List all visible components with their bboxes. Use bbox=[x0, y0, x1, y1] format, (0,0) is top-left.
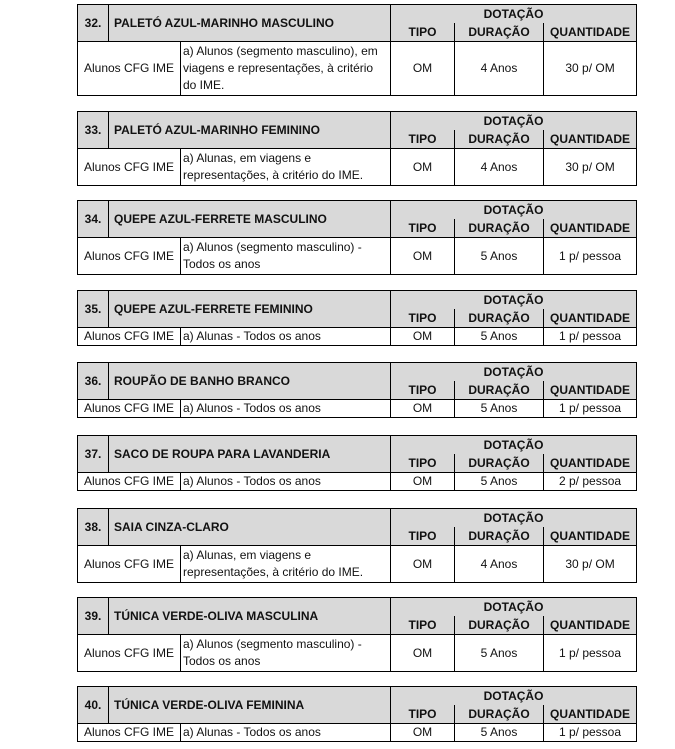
item-number: 37. bbox=[78, 436, 109, 472]
item-heading bbox=[78, 598, 391, 635]
duracao-header: DURAÇÃO bbox=[455, 130, 544, 149]
table-row bbox=[78, 635, 637, 672]
item-heading bbox=[78, 5, 391, 42]
item-grid bbox=[77, 111, 637, 186]
tipo-cell: OM bbox=[391, 149, 455, 186]
item-grid bbox=[77, 4, 637, 96]
description-line: viagens e representações, à critério bbox=[183, 61, 374, 75]
item-number: 36. bbox=[78, 363, 109, 399]
beneficiary-cell: Alunos CFG IME bbox=[78, 149, 181, 186]
tipo-cell: OM bbox=[391, 546, 455, 583]
duracao-header: DURAÇÃO bbox=[455, 616, 544, 635]
beneficiary-cell: Alunos CFG IME bbox=[78, 635, 181, 672]
item-table bbox=[77, 508, 636, 583]
table-row bbox=[78, 328, 637, 346]
table-row bbox=[78, 400, 637, 418]
duracao-cell: 5 Anos bbox=[455, 724, 544, 742]
item-title: QUEPE AZUL-FERRETE FEMININO bbox=[114, 301, 313, 316]
tipo-cell: OM bbox=[391, 724, 455, 742]
item-heading bbox=[78, 436, 391, 473]
description-line: Todos os anos bbox=[183, 257, 261, 271]
quantidade-cell: 30 p/ OM bbox=[544, 42, 637, 96]
duracao-cell: 5 Anos bbox=[455, 400, 544, 418]
item-heading bbox=[78, 291, 391, 328]
tipo-header: TIPO bbox=[391, 130, 455, 149]
duracao-cell: 5 Anos bbox=[455, 328, 544, 346]
description-line: Todos os anos bbox=[183, 654, 261, 668]
description-cell bbox=[181, 328, 391, 346]
item-number: 39. bbox=[78, 598, 109, 634]
beneficiary-cell: Alunos CFG IME bbox=[78, 328, 181, 346]
beneficiary-cell: Alunos CFG IME bbox=[78, 473, 181, 491]
quantidade-header: QUANTIDADE bbox=[544, 23, 637, 42]
tipo-header: TIPO bbox=[391, 705, 455, 724]
description-cell bbox=[181, 400, 391, 418]
tipo-header: TIPO bbox=[391, 527, 455, 546]
tipo-cell: OM bbox=[391, 473, 455, 491]
duracao-cell: 5 Anos bbox=[455, 635, 544, 672]
tipo-cell: OM bbox=[391, 238, 455, 275]
item-grid bbox=[77, 435, 637, 491]
item-heading bbox=[78, 363, 391, 400]
tipo-header: TIPO bbox=[391, 219, 455, 238]
description-line: a) Alunos (segmento masculino) - bbox=[183, 637, 362, 651]
quantidade-cell: 30 p/ OM bbox=[544, 149, 637, 186]
item-number: 35. bbox=[78, 291, 109, 327]
duracao-header: DURAÇÃO bbox=[455, 705, 544, 724]
table-row bbox=[78, 724, 637, 742]
item-table bbox=[77, 4, 636, 96]
tipo-header: TIPO bbox=[391, 23, 455, 42]
tipo-header: TIPO bbox=[391, 616, 455, 635]
dotacao-header: DOTAÇÃO bbox=[391, 201, 637, 220]
duracao-header: DURAÇÃO bbox=[455, 454, 544, 473]
description-line: a) Alunos - Todos os anos bbox=[183, 474, 321, 488]
description-cell bbox=[181, 149, 391, 186]
item-grid bbox=[77, 508, 637, 583]
quantidade-cell: 1 p/ pessoa bbox=[544, 328, 637, 346]
description-line: a) Alunas, em viagens e bbox=[183, 548, 312, 562]
table-row bbox=[78, 473, 637, 491]
quantidade-header: QUANTIDADE bbox=[544, 454, 637, 473]
item-grid bbox=[77, 597, 637, 672]
item-grid bbox=[77, 686, 637, 742]
beneficiary-cell: Alunos CFG IME bbox=[78, 42, 181, 96]
dotacao-header: DOTAÇÃO bbox=[391, 687, 637, 706]
description-line: representações, à critério do IME. bbox=[183, 565, 364, 579]
dotacao-header: DOTAÇÃO bbox=[391, 291, 637, 310]
quantidade-header: QUANTIDADE bbox=[544, 219, 637, 238]
item-title: SAIA CINZA-CLARO bbox=[114, 519, 229, 534]
item-title: PALETÓ AZUL-MARINHO MASCULINO bbox=[114, 15, 334, 30]
beneficiary-cell: Alunos CFG IME bbox=[78, 724, 181, 742]
tipo-cell: OM bbox=[391, 42, 455, 96]
duracao-header: DURAÇÃO bbox=[455, 23, 544, 42]
item-grid bbox=[77, 290, 637, 346]
beneficiary-cell: Alunos CFG IME bbox=[78, 546, 181, 583]
item-title: SACO DE ROUPA PARA LAVANDERIA bbox=[114, 446, 331, 461]
item-table bbox=[77, 290, 636, 346]
description-line: a) Alunas - Todos os anos bbox=[183, 329, 321, 343]
duracao-header: DURAÇÃO bbox=[455, 309, 544, 328]
description-line: a) Alunas - Todos os anos bbox=[183, 725, 321, 739]
beneficiary-cell: Alunos CFG IME bbox=[78, 238, 181, 275]
duracao-cell: 5 Anos bbox=[455, 473, 544, 491]
item-number: 32. bbox=[78, 5, 109, 41]
quantidade-header: QUANTIDADE bbox=[544, 309, 637, 328]
item-number: 34. bbox=[78, 201, 109, 237]
quantidade-cell: 1 p/ pessoa bbox=[544, 635, 637, 672]
description-line: a) Alunos (segmento masculino), em bbox=[183, 44, 378, 58]
tipo-cell: OM bbox=[391, 400, 455, 418]
item-grid bbox=[77, 200, 637, 275]
item-table bbox=[77, 111, 636, 186]
tipo-header: TIPO bbox=[391, 309, 455, 328]
table-row bbox=[78, 546, 637, 583]
item-heading bbox=[78, 201, 391, 238]
description-line: a) Alunos - Todos os anos bbox=[183, 401, 321, 415]
tipo-header: TIPO bbox=[391, 454, 455, 473]
duracao-header: DURAÇÃO bbox=[455, 527, 544, 546]
description-cell bbox=[181, 724, 391, 742]
table-row bbox=[78, 42, 637, 96]
tipo-cell: OM bbox=[391, 635, 455, 672]
duracao-cell: 4 Anos bbox=[455, 42, 544, 96]
item-heading bbox=[78, 687, 391, 724]
dotacao-header: DOTAÇÃO bbox=[391, 509, 637, 528]
quantidade-cell: 2 p/ pessoa bbox=[544, 473, 637, 491]
item-number: 38. bbox=[78, 509, 109, 545]
item-title: ROUPÃO DE BANHO BRANCO bbox=[114, 373, 291, 388]
description-line: representações, à critério do IME. bbox=[183, 168, 364, 182]
item-grid bbox=[77, 362, 637, 418]
item-heading bbox=[78, 509, 391, 546]
item-number: 40. bbox=[78, 687, 109, 723]
tipo-header: TIPO bbox=[391, 381, 455, 400]
item-title: TÚNICA VERDE-OLIVA MASCULINA bbox=[114, 608, 319, 623]
item-table bbox=[77, 597, 636, 672]
description-cell bbox=[181, 473, 391, 491]
item-title: TÚNICA VERDE-OLIVA FEMININA bbox=[114, 697, 305, 712]
item-table bbox=[77, 200, 636, 275]
quantidade-header: QUANTIDADE bbox=[544, 527, 637, 546]
table-row bbox=[78, 238, 637, 275]
dotacao-header: DOTAÇÃO bbox=[391, 5, 637, 24]
quantidade-header: QUANTIDADE bbox=[544, 381, 637, 400]
beneficiary-cell: Alunos CFG IME bbox=[78, 400, 181, 418]
description-cell bbox=[181, 635, 391, 672]
description-line: a) Alunos (segmento masculino) - bbox=[183, 240, 362, 254]
quantidade-cell: 1 p/ pessoa bbox=[544, 724, 637, 742]
duracao-header: DURAÇÃO bbox=[455, 381, 544, 400]
description-cell bbox=[181, 546, 391, 583]
quantidade-header: QUANTIDADE bbox=[544, 616, 637, 635]
dotacao-header: DOTAÇÃO bbox=[391, 436, 637, 455]
duracao-cell: 5 Anos bbox=[455, 238, 544, 275]
item-table bbox=[77, 686, 636, 742]
quantidade-header: QUANTIDADE bbox=[544, 130, 637, 149]
dotacao-header: DOTAÇÃO bbox=[391, 112, 637, 131]
item-heading bbox=[78, 112, 391, 149]
item-number: 33. bbox=[78, 112, 109, 148]
description-line: do IME. bbox=[183, 78, 225, 92]
item-table bbox=[77, 362, 636, 418]
description-cell bbox=[181, 238, 391, 275]
table-row bbox=[78, 149, 637, 186]
duracao-cell: 4 Anos bbox=[455, 149, 544, 186]
item-title: PALETÓ AZUL-MARINHO FEMININO bbox=[114, 122, 320, 137]
quantidade-header: QUANTIDADE bbox=[544, 705, 637, 724]
duracao-header: DURAÇÃO bbox=[455, 219, 544, 238]
dotacao-header: DOTAÇÃO bbox=[391, 598, 637, 617]
item-table bbox=[77, 435, 636, 491]
description-cell bbox=[181, 42, 391, 96]
quantidade-cell: 30 p/ OM bbox=[544, 546, 637, 583]
quantidade-cell: 1 p/ pessoa bbox=[544, 238, 637, 275]
item-title: QUEPE AZUL-FERRETE MASCULINO bbox=[114, 211, 327, 226]
quantidade-cell: 1 p/ pessoa bbox=[544, 400, 637, 418]
duracao-cell: 4 Anos bbox=[455, 546, 544, 583]
dotacao-header: DOTAÇÃO bbox=[391, 363, 637, 382]
tipo-cell: OM bbox=[391, 328, 455, 346]
description-line: a) Alunas, em viagens e bbox=[183, 151, 312, 165]
